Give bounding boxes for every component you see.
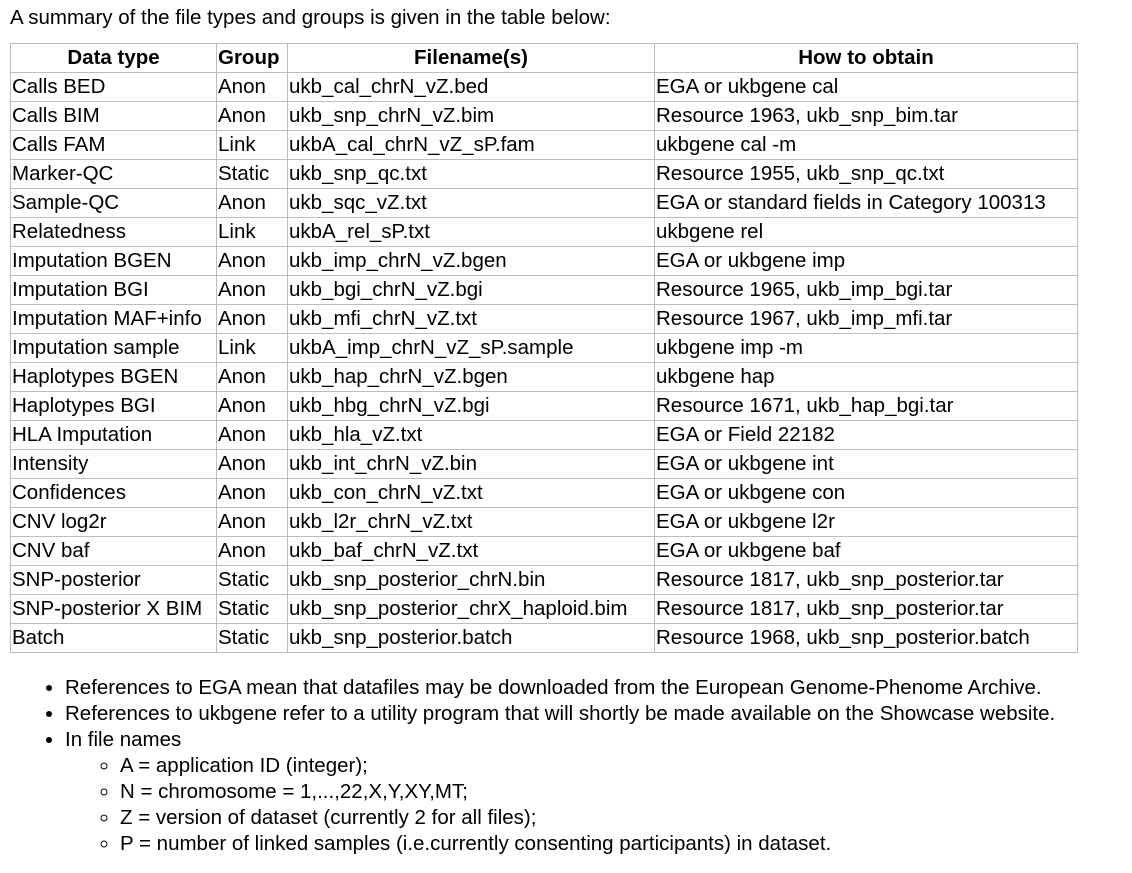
cell-group: Anon xyxy=(217,276,288,305)
cell-how-to-obtain: Resource 1671, ukb_hap_bgi.tar xyxy=(655,392,1078,421)
header-how-to-obtain: How to obtain xyxy=(655,44,1078,73)
cell-filename: ukb_sqc_vZ.txt xyxy=(288,189,655,218)
table-row xyxy=(11,479,1078,508)
table-row xyxy=(11,508,1078,537)
cell-how-to-obtain: Resource 1955, ukb_snp_qc.txt xyxy=(655,160,1078,189)
cell-data-type: Relatedness xyxy=(11,218,217,247)
cell-data-type: Calls BED xyxy=(11,73,217,102)
cell-how-to-obtain: ukbgene cal -m xyxy=(655,131,1078,160)
table-row xyxy=(11,73,1078,102)
cell-group: Static xyxy=(217,566,288,595)
cell-data-type: Batch xyxy=(11,624,217,653)
cell-data-type: Intensity xyxy=(11,450,217,479)
cell-group: Anon xyxy=(217,392,288,421)
note-ega: • References to EGA mean that datafiles may be downloaded from the European Genome-Phenome Archive. xyxy=(65,675,1132,701)
cell-filename: ukb_imp_chrN_vZ.bgen xyxy=(288,247,655,276)
cell-group: Anon xyxy=(217,247,288,276)
cell-group: Anon xyxy=(217,450,288,479)
table-row xyxy=(11,421,1078,450)
legend-linked-samples: ◦ P = number of linked samples (i.e.currently consenting participants) in dataset. xyxy=(120,831,1132,857)
cell-group: Anon xyxy=(217,363,288,392)
note-file-names-label: In file names xyxy=(65,727,182,751)
table-body xyxy=(11,73,1078,653)
cell-filename: ukb_bgi_chrN_vZ.bgi xyxy=(288,276,655,305)
note-ukbgene: • References to ukbgene refer to a utility program that will shortly be made available on the Showcase website. xyxy=(65,701,1132,727)
cell-data-type: SNP-posterior X BIM xyxy=(11,595,217,624)
cell-group: Static xyxy=(217,624,288,653)
cell-how-to-obtain: Resource 1963, ukb_snp_bim.tar xyxy=(655,102,1078,131)
table-row xyxy=(11,566,1078,595)
cell-filename: ukb_hbg_chrN_vZ.bgi xyxy=(288,392,655,421)
cell-how-to-obtain: ukbgene rel xyxy=(655,218,1078,247)
header-data-type: Data type xyxy=(11,44,217,73)
cell-how-to-obtain: EGA or ukbgene int xyxy=(655,450,1078,479)
table-row xyxy=(11,363,1078,392)
cell-how-to-obtain: Resource 1967, ukb_imp_mfi.tar xyxy=(655,305,1078,334)
cell-data-type: Imputation sample xyxy=(11,334,217,363)
cell-group: Anon xyxy=(217,421,288,450)
cell-group: Anon xyxy=(217,537,288,566)
cell-data-type: CNV log2r xyxy=(11,508,217,537)
cell-filename: ukb_snp_posterior.batch xyxy=(288,624,655,653)
notes-list xyxy=(10,675,1132,857)
cell-filename: ukb_baf_chrN_vZ.txt xyxy=(288,537,655,566)
cell-data-type: Marker-QC xyxy=(11,160,217,189)
table-row xyxy=(11,102,1078,131)
cell-group: Anon xyxy=(217,479,288,508)
cell-group: Static xyxy=(217,595,288,624)
cell-group: Anon xyxy=(217,189,288,218)
cell-data-type: SNP-posterior xyxy=(11,566,217,595)
cell-data-type: Imputation MAF+info xyxy=(11,305,217,334)
table-row xyxy=(11,305,1078,334)
header-filenames: Filename(s) xyxy=(288,44,655,73)
cell-how-to-obtain: Resource 1968, ukb_snp_posterior.batch xyxy=(655,624,1078,653)
file-summary-table xyxy=(10,43,1078,653)
cell-how-to-obtain: Resource 1965, ukb_imp_bgi.tar xyxy=(655,276,1078,305)
table-row xyxy=(11,624,1078,653)
table-row xyxy=(11,131,1078,160)
cell-filename: ukb_cal_chrN_vZ.bed xyxy=(288,73,655,102)
cell-filename: ukb_int_chrN_vZ.bin xyxy=(288,450,655,479)
cell-data-type: HLA Imputation xyxy=(11,421,217,450)
cell-filename: ukb_hla_vZ.txt xyxy=(288,421,655,450)
cell-filename: ukbA_rel_sP.txt xyxy=(288,218,655,247)
note-file-names xyxy=(65,727,1132,857)
cell-group: Anon xyxy=(217,305,288,334)
cell-filename: ukb_con_chrN_vZ.txt xyxy=(288,479,655,508)
cell-filename: ukb_snp_chrN_vZ.bim xyxy=(288,102,655,131)
cell-filename: ukb_snp_posterior_chrX_haploid.bim xyxy=(288,595,655,624)
cell-how-to-obtain: EGA or ukbgene cal xyxy=(655,73,1078,102)
table-row xyxy=(11,189,1078,218)
cell-how-to-obtain: ukbgene imp -m xyxy=(655,334,1078,363)
file-name-legend xyxy=(65,753,1132,857)
cell-group: Link xyxy=(217,131,288,160)
cell-data-type: Sample-QC xyxy=(11,189,217,218)
cell-data-type: Calls BIM xyxy=(11,102,217,131)
table-row xyxy=(11,247,1078,276)
cell-filename: ukb_snp_qc.txt xyxy=(288,160,655,189)
cell-group: Anon xyxy=(217,73,288,102)
cell-filename: ukb_snp_posterior_chrN.bin xyxy=(288,566,655,595)
table-row xyxy=(11,276,1078,305)
cell-data-type: Confidences xyxy=(11,479,217,508)
cell-filename: ukbA_cal_chrN_vZ_sP.fam xyxy=(288,131,655,160)
cell-how-to-obtain: EGA or ukbgene baf xyxy=(655,537,1078,566)
table-row xyxy=(11,450,1078,479)
legend-application-id: ◦ A = application ID (integer); xyxy=(120,753,1132,779)
cell-data-type: Calls FAM xyxy=(11,131,217,160)
intro-text: A summary of the file types and groups is given in the table below: xyxy=(10,6,611,29)
cell-group: Link xyxy=(217,334,288,363)
table-header-row xyxy=(11,44,1078,73)
cell-how-to-obtain: Resource 1817, ukb_snp_posterior.tar xyxy=(655,566,1078,595)
table-row xyxy=(11,334,1078,363)
header-group: Group xyxy=(217,44,288,73)
legend-chromosome: ◦ N = chromosome = 1,...,22,X,Y,XY,MT; xyxy=(120,779,1132,805)
cell-group: Link xyxy=(217,218,288,247)
cell-data-type: CNV baf xyxy=(11,537,217,566)
cell-data-type: Haplotypes BGEN xyxy=(11,363,217,392)
cell-filename: ukb_l2r_chrN_vZ.txt xyxy=(288,508,655,537)
cell-how-to-obtain: EGA or standard fields in Category 100313 xyxy=(655,189,1078,218)
cell-filename: ukbA_imp_chrN_vZ_sP.sample xyxy=(288,334,655,363)
cell-filename: ukb_mfi_chrN_vZ.txt xyxy=(288,305,655,334)
table-row xyxy=(11,160,1078,189)
table-row xyxy=(11,537,1078,566)
table-row xyxy=(11,595,1078,624)
cell-data-type: Imputation BGI xyxy=(11,276,217,305)
cell-data-type: Haplotypes BGI xyxy=(11,392,217,421)
cell-how-to-obtain: EGA or ukbgene con xyxy=(655,479,1078,508)
cell-filename: ukb_hap_chrN_vZ.bgen xyxy=(288,363,655,392)
cell-group: Static xyxy=(217,160,288,189)
cell-how-to-obtain: EGA or Field 22182 xyxy=(655,421,1078,450)
table-row xyxy=(11,218,1078,247)
cell-data-type: Imputation BGEN xyxy=(11,247,217,276)
cell-how-to-obtain: ukbgene hap xyxy=(655,363,1078,392)
cell-how-to-obtain: EGA or ukbgene l2r xyxy=(655,508,1078,537)
cell-group: Anon xyxy=(217,508,288,537)
table-row xyxy=(11,392,1078,421)
legend-version: ◦ Z = version of dataset (currently 2 for all files); xyxy=(120,805,1132,831)
cell-how-to-obtain: Resource 1817, ukb_snp_posterior.tar xyxy=(655,595,1078,624)
cell-how-to-obtain: EGA or ukbgene imp xyxy=(655,247,1078,276)
cell-group: Anon xyxy=(217,102,288,131)
